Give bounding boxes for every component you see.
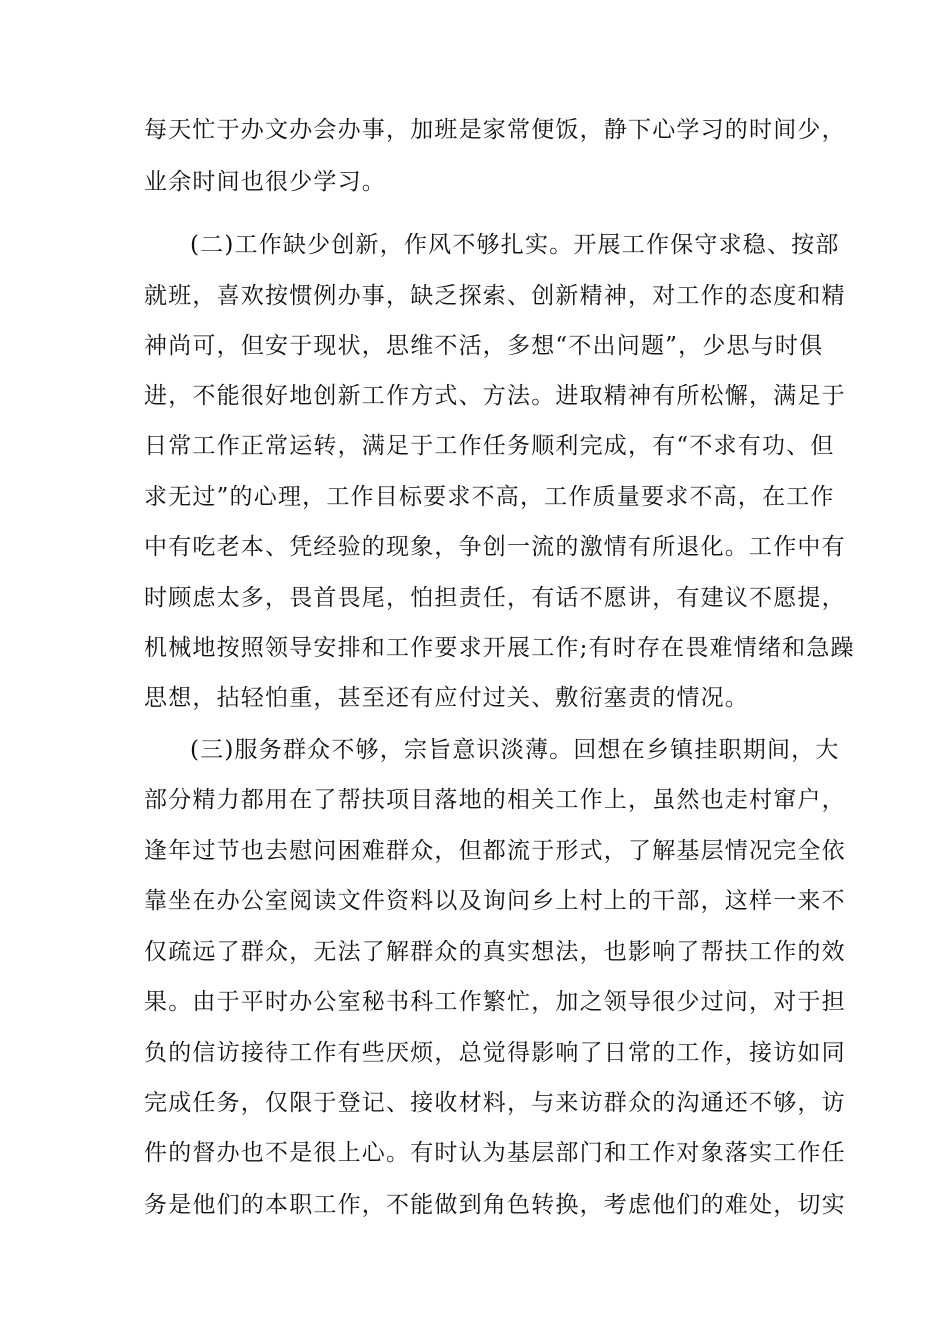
text-line: 每天忙于办文办会办事，加班是家常便饭，静下心学习的时间少， [144, 117, 846, 143]
text-line: 果。由于平时办公室秘书科工作繁忙，加之领导很少过问，对于担 [144, 989, 846, 1015]
text-line: 神尚可，但安于现状，思维不活，多想“不出问题”，少思与时俱 [144, 333, 824, 359]
text-line: 靠坐在办公室阅读文件资料以及询问乡上村上的干部，这样一来不 [144, 888, 846, 914]
text-line: 就班，喜欢按惯例办事，缺乏探索、创新精神，对工作的态度和精 [144, 283, 846, 309]
section-heading-line: (三)服务群众不够，宗旨意识淡薄。回想在乡镇挂职期间，大 [190, 737, 840, 763]
text-line: 务是他们的本职工作，不能做到角色转换，考虑他们的难处，切实 [144, 1192, 846, 1218]
text-line: 业余时间也很少学习。 [144, 169, 386, 195]
text-line: 逢年过节也去慰问困难群众，但都流于形式，了解基层情况完全依 [144, 838, 846, 864]
text-line: 件的督办也不是很上心。有时认为基层部门和工作对象落实工作任 [144, 1140, 846, 1166]
text-line: 机械地按照领导安排和工作要求开展工作;有时存在畏难情绪和急躁 [144, 635, 855, 661]
section-heading-line: (二)工作缺少创新，作风不够扎实。开展工作保守求稳、按部 [190, 232, 840, 258]
text-line: 时顾虑太多，畏首畏尾，怕担责任，有话不愿讲，有建议不愿提， [144, 585, 846, 611]
text-line: 求无过”的心理，工作目标要求不高，工作质量要求不高，在工作 [144, 484, 835, 510]
text-line: 仅疏远了群众，无法了解群众的真实想法，也影响了帮扶工作的效 [144, 939, 846, 965]
text-line: 负的信访接待工作有些厌烦，总觉得影响了日常的工作，接访如同 [144, 1040, 846, 1066]
text-line: 思想，拈轻怕重，甚至还有应付过关、敷衍塞责的情况。 [144, 685, 749, 711]
text-line: 完成任务，仅限于登记、接收材料，与来访群众的沟通还不够，访 [144, 1090, 846, 1116]
text-line: 日常工作正常运转，满足于工作任务顺利完成，有“不求有功、但 [144, 433, 835, 459]
text-line: 进，不能很好地创新工作方式、方法。进取精神有所松懈，满足于 [144, 383, 846, 409]
text-line: 中有吃老本、凭经验的现象，争创一流的激情有所退化。工作中有 [144, 534, 846, 560]
text-line: 部分精力都用在了帮扶项目落地的相关工作上，虽然也走村窜户， [144, 787, 846, 813]
